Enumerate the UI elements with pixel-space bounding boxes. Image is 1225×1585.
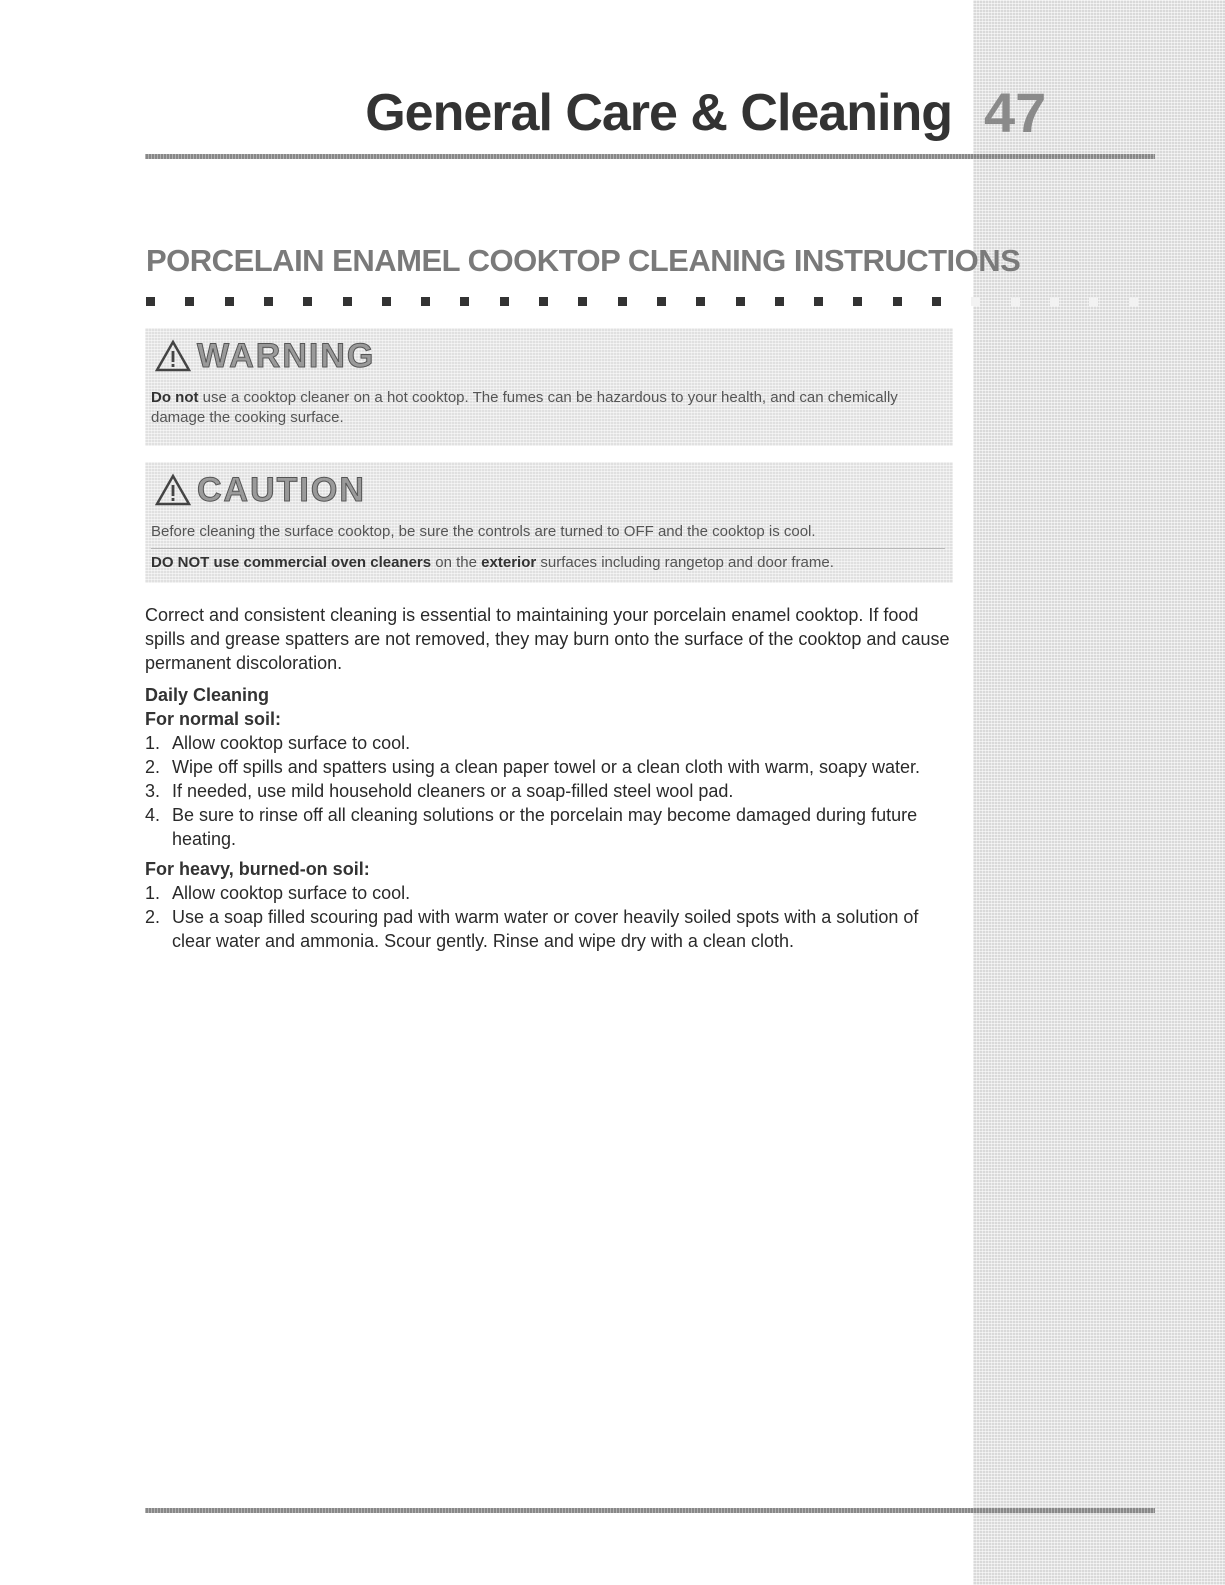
page-title: General Care & Cleaning: [365, 84, 952, 142]
decorative-square: [893, 297, 902, 306]
caution-line-2-lead: DO NOT use commercial oven cleaners: [151, 554, 432, 571]
warning-body: use a cooktop cleaner on a hot cooktop. The fumes can be hazardous to your health, and can chemically damage the cooking surface.: [151, 389, 898, 426]
decorative-square: [264, 297, 273, 306]
list-item: [145, 755, 953, 779]
step-text: Allow cooktop surface to cool.: [172, 883, 411, 903]
footer-rule: [145, 1508, 1155, 1513]
warning-box: [145, 328, 953, 446]
step-text: Allow cooktop surface to cool.: [172, 733, 411, 753]
decorative-square: [185, 297, 194, 306]
decorative-square: [146, 297, 155, 306]
decorative-square: [853, 297, 862, 306]
decorative-square: [736, 297, 745, 306]
list-item: [145, 731, 953, 755]
decorative-square: [578, 297, 587, 306]
caution-header: [155, 470, 366, 510]
decorative-square: [971, 297, 980, 306]
decorative-square: [696, 297, 705, 306]
step-number: 4.: [145, 805, 161, 825]
decorative-square: [814, 297, 823, 306]
step-number: 1.: [145, 883, 161, 903]
side-strip: [973, 0, 1225, 1585]
decorative-square: [1011, 297, 1020, 306]
decorative-square: [460, 297, 469, 306]
list-item: [145, 803, 953, 851]
daily-cleaning-heading: Daily Cleaning: [145, 685, 270, 705]
step-number: 3.: [145, 781, 161, 801]
warning-text: [151, 388, 945, 428]
step-text: Use a soap filled scouring pad with warm water or cover heavily soiled spots with a solution of clear water and ammonia. Scour gently. Rinse and wipe dry with a clean cloth.: [172, 907, 919, 951]
list-item: [145, 881, 953, 905]
step-number: 2.: [145, 757, 161, 777]
intro-paragraph: Correct and consistent cleaning is essential to maintaining your porcelain enamel cooktop. If food spills and grease spatters are not removed, they may burn onto the surface of the cooktop and cause permanent discoloration.: [145, 605, 950, 673]
list-item: [145, 905, 953, 953]
caution-box: [145, 462, 953, 583]
caution-line-1: Before cleaning the surface cooktop, be sure the controls are turned to OFF and the cooktop is cool.: [151, 523, 816, 540]
decorative-square: [500, 297, 509, 306]
step-text: Wipe off spills and spatters using a clean paper towel or a clean cloth with warm, soapy water.: [172, 757, 921, 777]
header-rule: [145, 154, 1155, 159]
warning-label: WARNING: [197, 337, 376, 375]
decorative-square: [225, 297, 234, 306]
warning-triangle-icon: [155, 339, 191, 373]
step-text: Be sure to rinse off all cleaning solutions or the porcelain may become damaged during future heating.: [172, 805, 918, 849]
decorative-square: [657, 297, 666, 306]
caution-line-2: [151, 548, 945, 573]
decorative-square: [303, 297, 312, 306]
step-number: 2.: [145, 907, 161, 927]
caution-triangle-icon: [155, 473, 191, 507]
decorative-square: [1050, 297, 1059, 306]
step-text: If needed, use mild household cleaners or a soap-filled steel wool pad.: [172, 781, 734, 801]
normal-soil-steps: [145, 731, 953, 851]
decorative-square: [618, 297, 627, 306]
caution-line-2-exterior: exterior: [481, 554, 537, 571]
step-number: 1.: [145, 733, 161, 753]
section-heading: PORCELAIN ENAMEL COOKTOP CLEANING INSTRUCTIONS: [146, 243, 1021, 278]
decorative-square: [932, 297, 941, 306]
heavy-soil-steps: [145, 881, 953, 953]
list-item: [145, 779, 953, 803]
normal-soil-heading: For normal soil:: [145, 709, 282, 729]
decorative-square: [539, 297, 548, 306]
page-number: 47: [984, 81, 1047, 144]
decorative-square: [1089, 297, 1098, 306]
heavy-soil-heading: For heavy, burned-on soil:: [145, 859, 370, 879]
decorative-square: [421, 297, 430, 306]
decorative-square: [343, 297, 352, 306]
warning-lead: Do not: [151, 389, 199, 406]
cleaning-instructions: [145, 603, 953, 953]
caution-label: CAUTION: [197, 471, 366, 509]
warning-header: [155, 336, 375, 376]
decorative-square: [775, 297, 784, 306]
decorative-square: [382, 297, 391, 306]
caution-line-2-rest: surfaces including rangetop and door frame.: [536, 554, 834, 571]
decorative-square: [1129, 297, 1138, 306]
caution-line-2-mid: on the: [431, 554, 482, 571]
decorative-square-row: [146, 297, 1166, 307]
